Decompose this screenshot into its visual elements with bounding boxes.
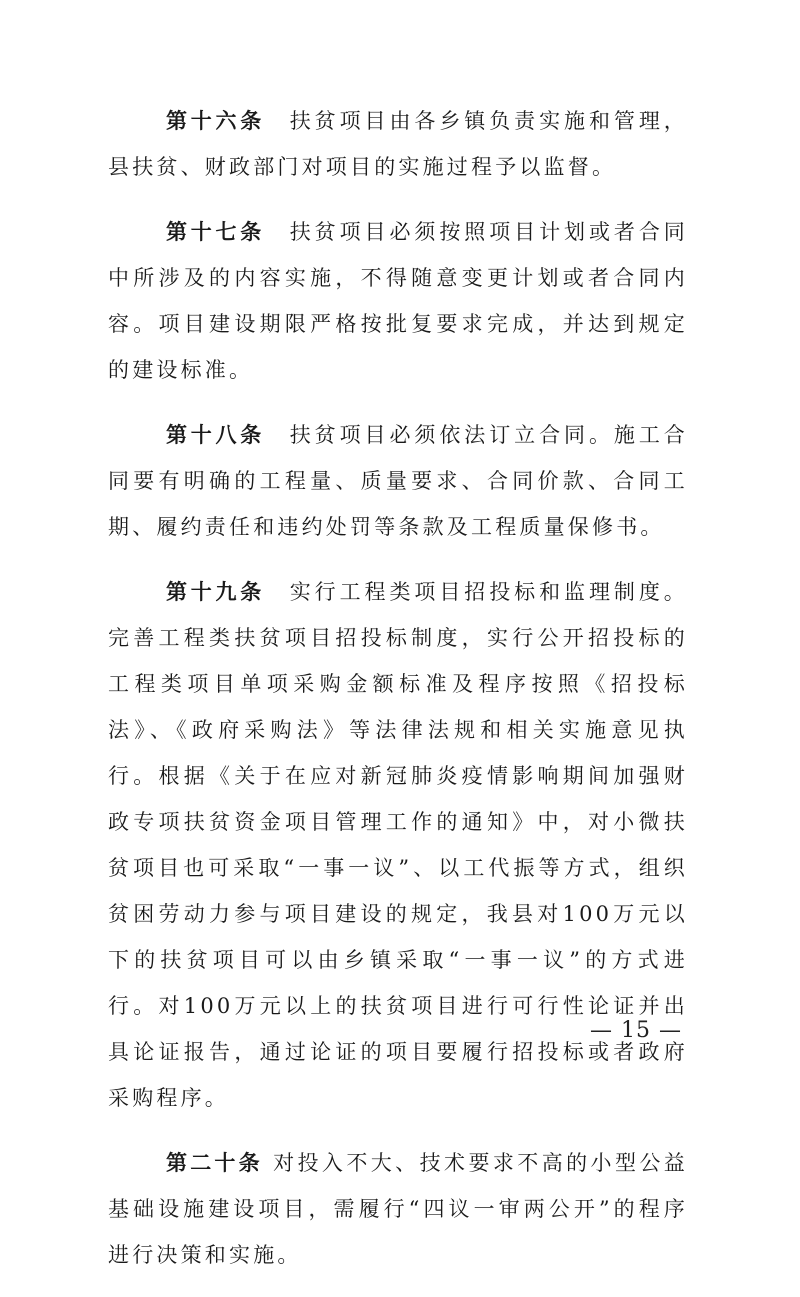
article-label: 第二十条 [166, 1151, 263, 1175]
article-18 [108, 412, 688, 550]
article-label: 第十六条 [166, 109, 265, 133]
article-label: 第十七条 [166, 220, 265, 244]
article-text: 对投入不大、技术要求不高的小型公益基础设施建设项目，需履行“四议一审两公开”的程序进行决策和实施。 [108, 1151, 688, 1267]
article-label: 第十八条 [166, 423, 265, 447]
article-label: 第十九条 [166, 580, 265, 604]
document-body [108, 98, 688, 1297]
article-16 [108, 98, 688, 190]
article-17 [108, 209, 688, 393]
article-text: 扶贫项目必须按照项目计划或者合同中所涉及的内容实施，不得随意变更计划或者合同内容。项目建设期限严格按批复要求完成，并达到规定的建设标准。 [108, 220, 689, 382]
article-text: 实行工程类项目招投标和监理制度。完善工程类扶贫项目招投标制度，实行公开招投标的工程类项目单项采购金额标准及程序按照《招投标法》、《政府采购法》等法律法规和相关实施意见执行。根据《关于在应对新冠肺炎疫情影响期间加强财政专项扶贫资金项目管理工作的通知》中，对小微扶贫项目也可采取“一事一议”、以工代振等方式，组织贫困劳动力参与项目建设的规定，我县对100万元以下的扶贫项目可以由乡镇采取“一事一议”的方式进行。对100万元以上的扶贫项目进行可行性论证并出具论证报告，通过论证的项目要履行招投标或者政府采购程序。 [108, 580, 689, 1110]
article-text: 扶贫项目必须依法订立合同。施工合同要有明确的工程量、质量要求、合同价款、合同工期、履约责任和违约处罚等条款及工程质量保修书。 [108, 423, 689, 539]
page-number: — 15 — [590, 1018, 682, 1043]
article-text: 扶贫项目由各乡镇负责实施和管理，县扶贫、财政部门对项目的实施过程予以监督。 [108, 109, 689, 179]
article-20 [108, 1140, 688, 1278]
